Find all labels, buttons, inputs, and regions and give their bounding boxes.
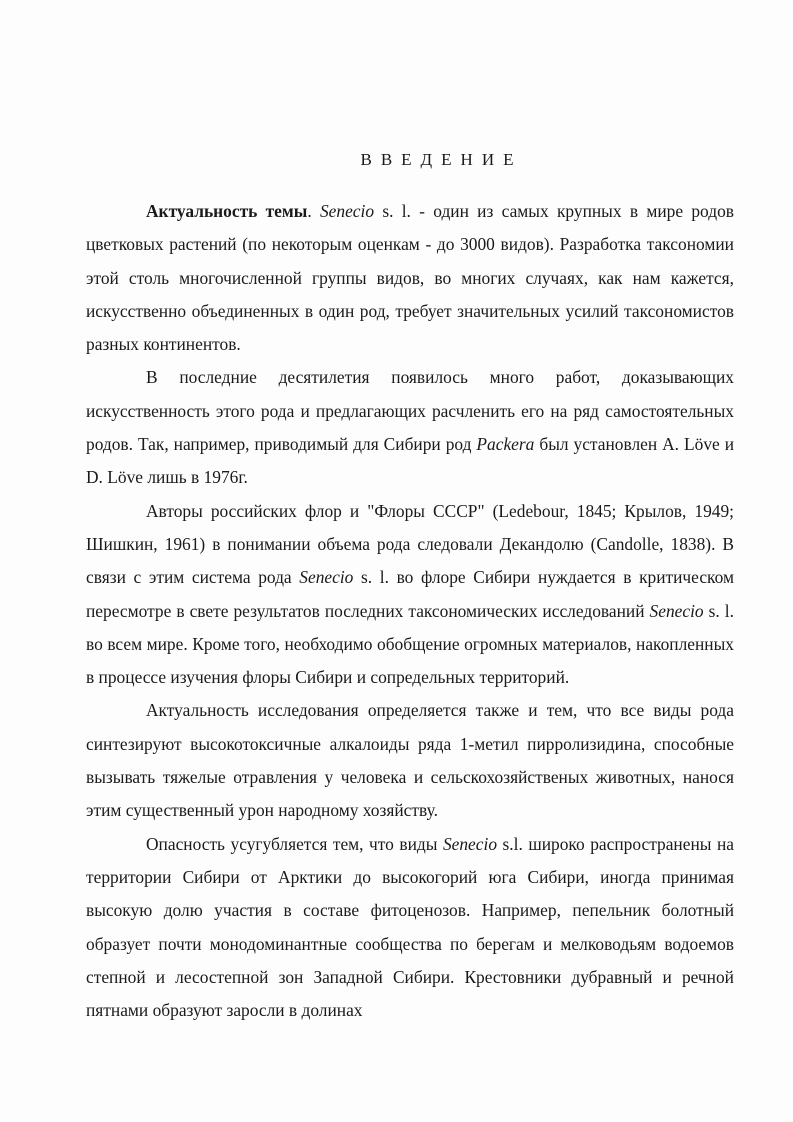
paragraph-text: был установлен A. Löve и D. Löve лишь в 1976г.: [86, 434, 735, 488]
paragraph-text: Опасность усугубляется тем, что виды: [146, 833, 443, 854]
paragraph-text: s. l. - один из самых крупных в мире родов цветковых растений (по некоторым оценкам - до 3000 видов). Разработка таксономии этой столь многочисленной группы видов, во многих случаях, как нам кажется, искусственно объединенных в один род, требует значительных усилий таксономистов разных континентов.: [86, 201, 734, 355]
relevance-heading-punct: .: [307, 201, 320, 221]
paragraph-danger: [86, 828, 734, 1028]
genus-name: Senecio: [649, 600, 704, 621]
paragraph-recent-decades: [86, 361, 734, 494]
paragraph-text: s. l. во флоре Сибири нуждается в критическом пересмотре в свете результатов последних таксономических исследований: [86, 567, 734, 621]
paragraph-relevance: [86, 195, 734, 361]
paragraph-text: s.l. широко распространены на территории Сибири от Арктики до высокогорий юга Сибири, иногда принимая высокую долю участия в составе фитоценозов. Например, пепельник болотный образует почти монодоминантные сообщества по берегам и мелководьям водоемов степной и лесостепной зон Западной Сибири. Крестовники дубравный и речной пятнами образуют заросли в долинах: [86, 833, 734, 1021]
paragraph-toxicity: [86, 694, 734, 827]
genus-name: Senecio: [442, 833, 498, 854]
paragraph-authors: [86, 495, 734, 695]
paragraph-text: s. l. во всем мире. Кроме того, необходимо обобщение огромных материалов, накопленных в процессе изучения флоры Сибири и сопредельных территорий.: [86, 600, 734, 688]
paragraph-text: Актуальность исследования определяется также и тем, что все виды рода синтезируют высокотоксичные алкалоиды ряда 1-метил пирролизидина, способные вызывать тяжелые отравления у человека и сельскохозяйственых животных, нанося этим существенный урон народному хозяйству.: [86, 700, 734, 821]
genus-name: Senecio: [299, 567, 354, 588]
page-title: ВВЕДЕНИЕ: [360, 150, 523, 169]
paragraph-text: В последние десятилетия появилось много работ, доказывающих искусственность этого рода и предлагающих расчленить его на ряд самостоятельных родов. Так, например, приводимый для Сибири род: [86, 367, 734, 455]
genus-name: Senecio: [319, 201, 375, 221]
paragraph-text: Авторы российских флор и "Флоры СССР" (Ledebour, 1845; Крылов, 1949; Шишкин, 1961) в понимании объема рода следовали Декандолю (Candolle, 1838). В связи с этим система рода: [86, 500, 734, 588]
document-body: [86, 195, 734, 1027]
relevance-heading: Актуальность темы: [146, 201, 308, 221]
genus-name: Packera: [476, 434, 535, 455]
